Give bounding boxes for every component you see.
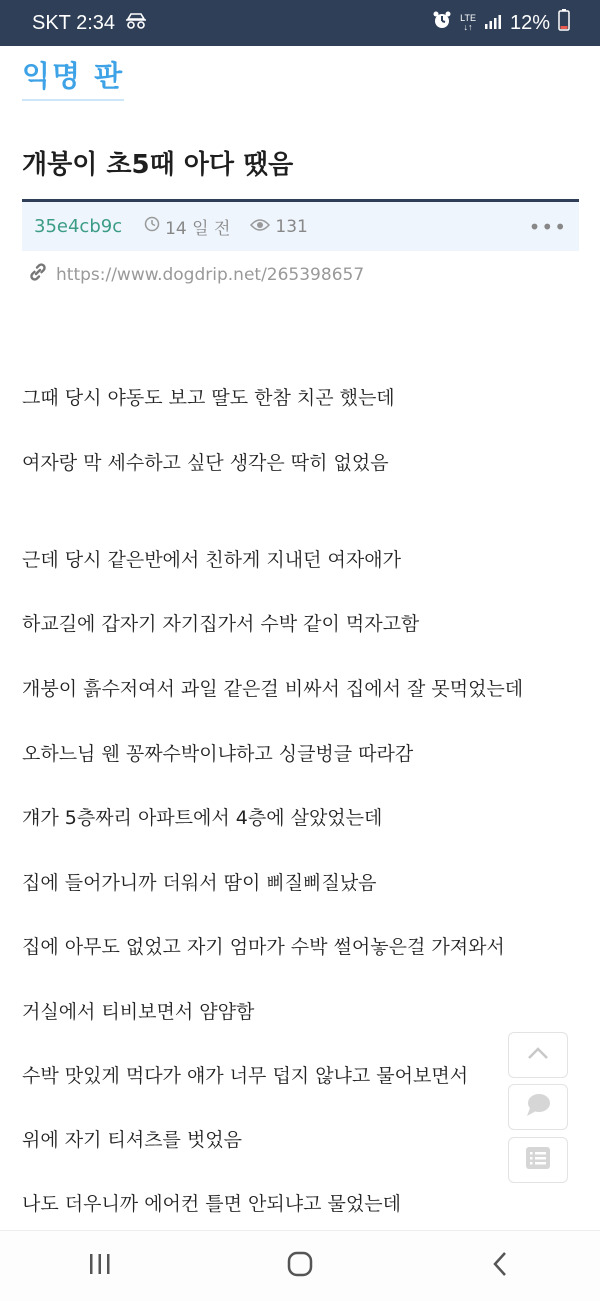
post-author[interactable]: 35e4cb9c: [34, 216, 123, 237]
incognito-icon: [125, 12, 147, 35]
more-options-icon[interactable]: •••: [528, 214, 567, 239]
comment-icon: [524, 1092, 552, 1122]
recent-apps-button[interactable]: [60, 1241, 140, 1291]
back-button[interactable]: [460, 1241, 540, 1291]
post-views-count: 131: [275, 216, 308, 237]
body-line: 여자랑 막 세수하고 싶단 생각은 딱히 없었음: [22, 452, 389, 474]
battery-icon: [558, 9, 570, 37]
status-left: [32, 12, 147, 35]
body-line: 근데 당시 같은반에서 친하게 지내던 여자애가: [22, 549, 401, 571]
list-button[interactable]: [508, 1137, 568, 1183]
navigation-bar: [0, 1230, 600, 1301]
comment-button[interactable]: [508, 1084, 568, 1130]
carrier-time: SKT 2:34: [32, 11, 116, 34]
body-line: 걔가 5층짜리 아파트에서 4층에 살았었는데: [22, 807, 383, 829]
body-line: 나도 더우니까 에어컨 틀면 안되냐고 물었는데: [22, 1193, 401, 1215]
post-views: [250, 217, 307, 237]
post-title: 개붕이 초5때 아다 땠음: [22, 150, 294, 180]
signal-icon: [484, 12, 502, 35]
lte-icon: LTE ↓↑: [460, 13, 476, 32]
recent-apps-icon: [88, 1253, 112, 1279]
battery-percent: 12%: [509, 11, 550, 34]
post-meta: [22, 202, 579, 251]
scroll-top-icon: [526, 1045, 550, 1065]
scroll-top-button[interactable]: [508, 1032, 568, 1078]
link-icon: [28, 262, 48, 287]
body-line: 그때 당시 야동도 보고 딸도 한참 치곤 했는데: [22, 387, 395, 409]
clock-icon: [144, 216, 160, 237]
alarm-icon: [432, 10, 452, 36]
back-icon: [492, 1251, 508, 1281]
list-icon: [525, 1146, 551, 1174]
eye-icon: [250, 217, 270, 237]
post-url[interactable]: [28, 262, 364, 287]
body-line: 거실에서 티비보면서 얌얌함: [22, 1001, 255, 1023]
post-time-label: 14 일 전: [165, 219, 231, 239]
body-line: 위에 자기 티셔츠를 벗었음: [22, 1129, 243, 1151]
body-line: 개붕이 흙수저여서 과일 같은걸 비싸서 집에서 잘 못먹었는데: [22, 678, 524, 700]
network-label: LTE: [460, 13, 476, 23]
home-button[interactable]: [260, 1241, 340, 1291]
body-line: 하교길에 갑자기 자기집가서 수박 같이 먹자고함: [22, 613, 420, 635]
post-url-text[interactable]: https://www.dogdrip.net/265398657: [56, 264, 365, 285]
home-icon: [287, 1251, 313, 1281]
board-title[interactable]: 익명 판: [22, 54, 124, 101]
status-bar: [0, 0, 600, 46]
body-line: 오하느님 웬 꽁짜수박이냐하고 싱글벙글 따라감: [22, 743, 414, 765]
body-line: 집에 들어가니까 더워서 땀이 삐질삐질났음: [22, 872, 377, 894]
body-line: 집에 아무도 없었고 자기 엄마가 수박 썰어놓은걸 가져와서: [22, 936, 505, 958]
body-line: 수박 맛있게 먹다가 얘가 너무 덥지 않냐고 물어보면서: [22, 1065, 469, 1087]
status-right: [432, 9, 570, 37]
post-time: [144, 214, 230, 239]
